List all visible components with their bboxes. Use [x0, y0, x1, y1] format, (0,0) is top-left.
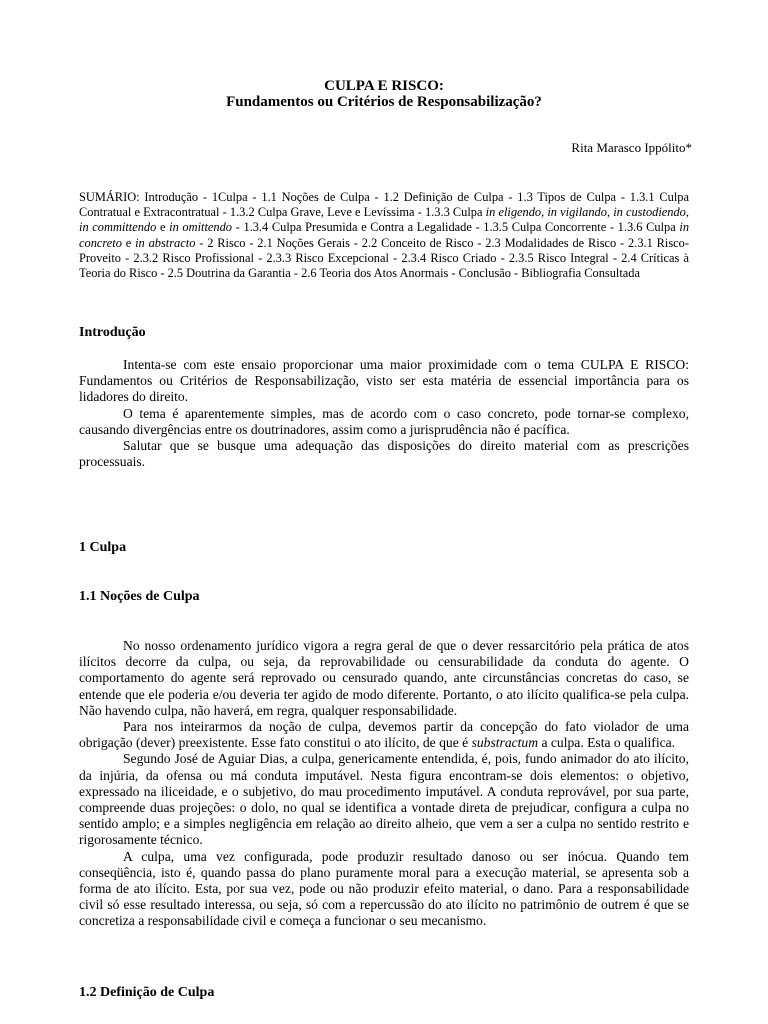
summary-text: , — [685, 205, 689, 220]
table-of-contents-summary — [79, 190, 689, 281]
section-1-1-body — [79, 638, 689, 930]
paragraph: O tema é aparentemente simples, mas de acordo com o caso concreto, pode tornar-se complexo, causando divergências entre os doutrinadores, assim como a jurisprudência não é pacífica. — [79, 405, 689, 437]
summary-text: , — [606, 205, 614, 220]
subsection-heading-definicao: 1.2 Definição de Culpa — [79, 985, 215, 1000]
subsection-heading-nocoes: 1.1 Noções de Culpa — [79, 589, 200, 604]
summary-italic-term: in committendo — [79, 220, 157, 235]
introduction-body — [79, 357, 689, 470]
summary-text: , — [541, 205, 548, 220]
document-subtitle: Fundamentos ou Critérios de Responsabilização? — [226, 94, 542, 110]
paragraph: Segundo José de Aguiar Dias, a culpa, genericamente entendida, é, pois, fundo animador do ato ilícito, da injúria, da ofensa ou má conduta imputável. Nesta figura encontram-se dois elementos: o objetivo, expressado na iliceidade, e o subjetivo, do mau procedimento imputável. A conduta reprovável, por sua parte, compreende duas projeções: o dolo, no qual se identifica a vontade direta de prejudicar, configura a culpa no sentido amplo; e a simples negligência em relação ao direito alheio, que vem a ser a culpa no sentido restrito e rigorosamente técnico. — [79, 751, 689, 848]
summary-italic-term: in eligendo — [485, 205, 542, 220]
summary-text: e — [121, 235, 136, 250]
document-title: CULPA E RISCO: — [324, 78, 444, 94]
summary-italic-term: in custodiendo — [613, 205, 686, 220]
summary-text: SUMÁRIO: Introdução - 1Culpa - 1.1 Noções de Culpa - 1.2 Definição de Culpa - 1.3 Tipos de Culpa - 1.3.1 Culpa Contratual e Extracontratual - 1.3.2 Culpa Grave, Leve e Levíssima - 1.3.3 Culpa — [79, 190, 689, 220]
paragraph: No nosso ordenamento jurídico vigora a regra geral de que o dever ressarcitório pela prática de atos ilícitos decorre da culpa, ou seja, da reprovabilidade ou censurabilidade da conduta do agente. O comportamento do agente será reprovado ou censurado quando, ante circunstâncias concretas do caso, se entende que ele poderia e/ou deveria ter agido de modo diferente. Portanto, o ato ilícito qualifica-se pela culpa. Não havendo culpa, não haverá, em regra, qualquer responsabilidade. — [79, 638, 689, 718]
paragraph: A culpa, uma vez configurada, pode produzir resultado danoso ou ser inócua. Quando tem conseqüência, isto é, quando passa do plano puramente moral para a execução material, se apresenta sob a forma de ato ilícito. Esta, por sua vez, pode ou não produzir efeito material, o dano. Para a responsabilidade civil só esse resultado interessa, ou seja, só com a repercussão do ato ilícito no patrimônio de outrem é que se concretiza a responsabilidade civil e começa a funcionar o seu mecanismo. — [79, 848, 689, 929]
summary-text: e — [156, 220, 170, 235]
summary-italic-term: in abstracto — [135, 235, 196, 250]
section-heading-introduction: Introdução — [79, 325, 146, 340]
paragraph-text: Para nos inteirarmos da noção de culpa, devemos partir da concepção do fato violador de uma obrigação (dever) preexistente. Esse fato constitui o ato ilícito, de que é — [79, 719, 689, 751]
summary-text: - 1.3.4 Culpa Presumida e Contra a Legalidade - 1.3.5 Culpa Concorrente - 1.3.6 Culpa — [232, 220, 680, 235]
paragraph: Salutar que se busque uma adequação das disposições do direito material com as prescrições processuais. — [79, 438, 689, 470]
paragraph-text: a culpa. Esta o qualifica. — [538, 735, 676, 751]
section-heading-culpa: 1 Culpa — [79, 540, 127, 555]
summary-text: - 2 Risco - 2.1 Noções Gerais - 2.2 Conceito de Risco - 2.3 Modalidades de Risco - 2.3.1 Risco-Proveito - 2.3.2 Risco Profissional - 2.3.3 Risco Excepcional - 2.3.4 Risco Criado - 2.3.5 Risco Integral - 2.4 Críticas à Teoria do Risco - 2.5 Doutrina da Garantia - 2.6 Teoria dos Atos Anormais - Conclusão - Bibliografia Consultada — [79, 235, 689, 281]
summary-italic-term: in omittendo — [169, 220, 232, 235]
summary-italic-term: in vigilando — [547, 205, 607, 220]
italic-term: substractum — [471, 735, 539, 751]
author-name: Rita Marasco Ippólito* — [571, 140, 692, 155]
paragraph — [79, 719, 689, 751]
summary-italic-term: in concreto — [79, 220, 690, 250]
paragraph: Intenta-se com este ensaio proporcionar uma maior proximidade com o tema CULPA E RISCO: Fundamentos ou Critérios de Responsabilização, visto ser esta matéria de essencial importância para os lidadores do direito. — [79, 357, 689, 405]
